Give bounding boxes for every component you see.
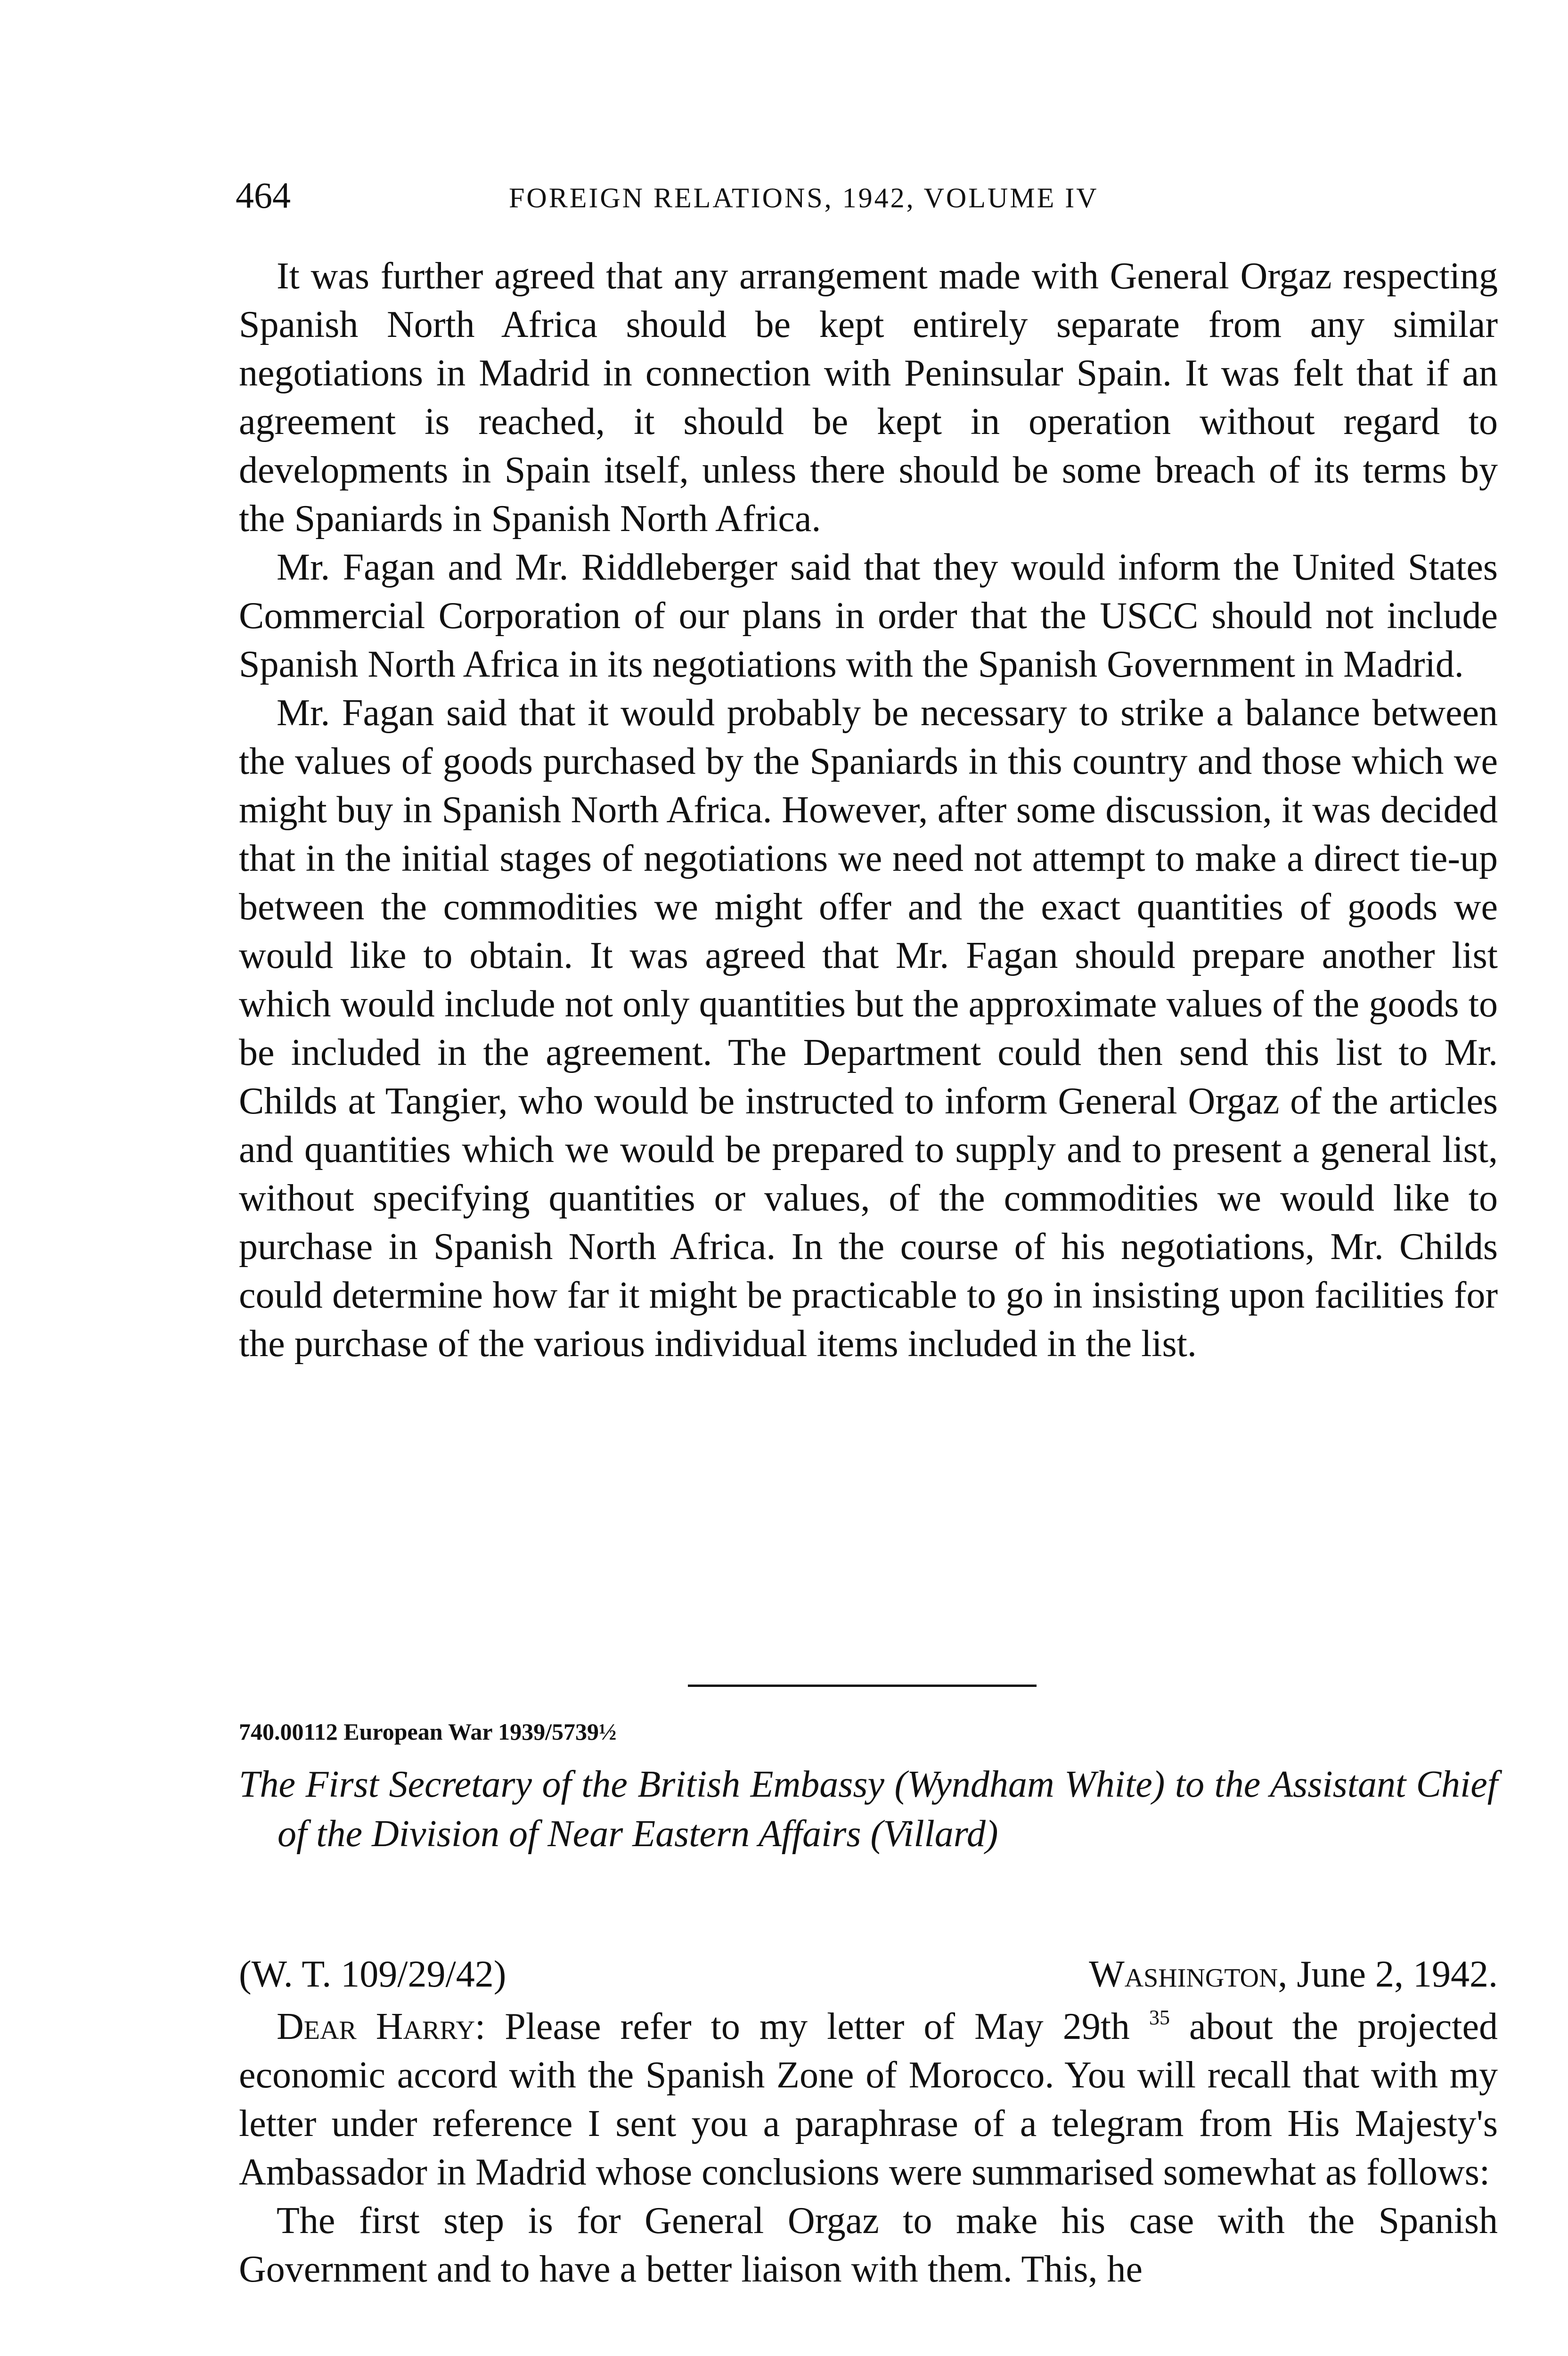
running-head	[236, 172, 1498, 219]
date: June 2, 1942.	[1297, 1954, 1498, 1995]
salutation: Dear Harry:	[277, 2006, 486, 2047]
running-title: FOREIGN RELATIONS, 1942, VOLUME IV	[509, 182, 1099, 213]
footnote-reference[interactable]: 35	[1149, 2006, 1170, 2029]
section-divider	[688, 1685, 1037, 1687]
page-number: 464	[236, 175, 291, 216]
paragraph: It was further agreed that any arrangement made with General Orgaz respecting Spanish North Africa should be kept entirely separate from any similar negotiations in Madrid in connection with Peninsular Spain. It was felt that if an agreement is reached, it should be kept in operation without regard to developments in Spain itself, unless there should be some breach of its terms by the Spaniards in Spanish North Africa.	[239, 255, 1498, 540]
file-number: 740.00112 European War 1939/5739½	[239, 1718, 617, 1745]
paragraph-text: Please refer to my letter of May 29th	[505, 2006, 1130, 2047]
paragraph: Mr. Fagan and Mr. Riddleberger said that they would inform the United States Commercial Corporation of our plans in order that the USCC should not include Spanish North Africa in its negotiations with the Spanish Government in Madrid.	[239, 547, 1498, 685]
paragraph-text: about the projected economic accord with the Spanish Zone of Morocco. You will recall that with my letter under reference I sent you a paraphrase of a telegram from His Majesty's Ambassador in Madrid whose conclusions were summarised somewhat as follows:	[239, 2006, 1498, 2193]
reference-code: (W. T. 109/29/42)	[239, 1954, 506, 1995]
place-date	[1089, 1948, 1498, 2000]
place: Washington,	[1089, 1954, 1288, 1995]
memorandum-continuation	[239, 252, 1498, 1368]
reference-line	[239, 1948, 1498, 2000]
paragraph	[239, 2003, 1498, 2197]
letter-body	[239, 2003, 1498, 2294]
paragraph: The first step is for General Orgaz to make his case with the Spanish Government and to have a better liaison with them. This, he	[239, 2200, 1498, 2290]
paragraph: Mr. Fagan said that it would probably be necessary to strike a balance between the values of goods purchased by the Spaniards in this country and those which we might buy in Spanish North Africa. However, after some discussion, it was decided that in the initial stages of negotiations we need not attempt to make a direct tie-up between the commodities we might offer and the exact quantities of goods we would like to obtain. It was agreed that Mr. Fagan should prepare another list which would include not only quantities but the approximate values of the goods to be included in the agreement. The Department could then send this list to Mr. Childs at Tangier, who would be instructed to inform General Orgaz of the articles and quantities which we would be prepared to supply and to present a general list, without specifying quantities or values, of the commodities we would like to purchase in Spanish North Africa. In the course of his negotiations, Mr. Childs could determine how far it might be practicable to go in insisting upon facilities for the purchase of the various individual items included in the list.	[239, 692, 1498, 1365]
document-heading: The First Secretary of the British Embassy (Wyndham White) to the Assistant Chief of the Division of Near Eastern Affairs (Villard)	[239, 1764, 1498, 1855]
